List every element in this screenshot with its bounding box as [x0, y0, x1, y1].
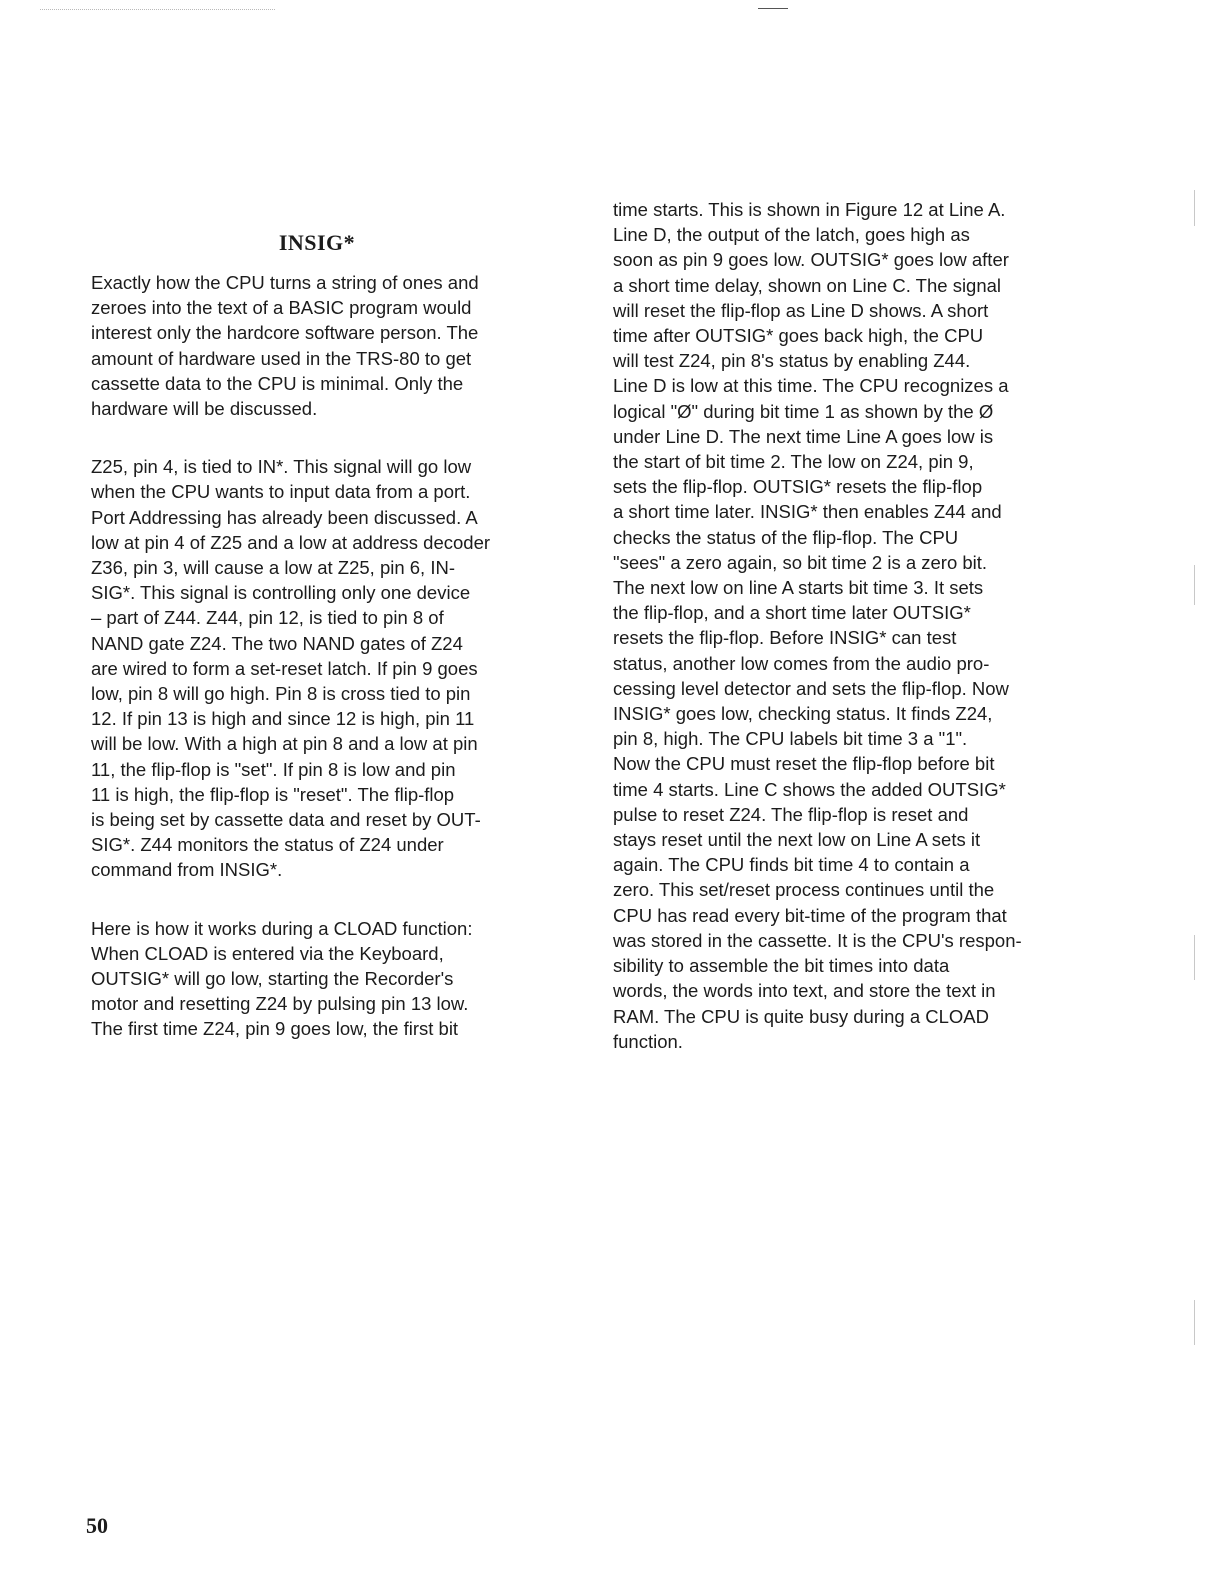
- scan-artifact-edge-mark: [1194, 565, 1195, 605]
- right-column: [613, 197, 1065, 1054]
- scan-artifact-top-left: [40, 9, 275, 10]
- page-number: 50: [86, 1513, 108, 1538]
- section-heading: INSIG*: [278, 230, 356, 255]
- paragraph-continued: time starts. This is shown in Figure 12 at Line A. Line D, the output of the latch, goes high as soon as pin 9 goes low. OUTSIG* goes low after a short time delay, shown on Line C. The signal will reset the flip-flop as Line D shows. A short time after OUTSIG* goes back high, the CPU will test Z24, pin 8's status by enabling Z44. Line D is low at this time. The CPU recognizes a logical "Ø" during bit time 1 as shown by the Ø under Line D. The next time Line A goes low is the start of bit time 2. The low on Z24, pin 9, sets the flip-flop. OUTSIG* resets the flip-flop a short time later. INSIG* then enables Z44 and checks the status of the flip-flop. The CPU "sees" a zero again, so bit time 2 is a zero bit. The next low on line A starts bit time 3. It sets the flip-flop, and a short time later OUTSIG* resets the flip-flop. Before INSIG* can test status, another low comes from the audio pro- cessing level detector and sets the flip-flop. Now INSIG* goes low, checking status. It finds Z24, pin 8, high. The CPU labels bit time 3 a "1". Now the CPU must reset the flip-flop before bit time 4 starts. Line C shows the added OUTSIG* pulse to reset Z24. The flip-flop is reset and stays reset until the next low on Line A sets it again. The CPU finds bit time 4 to contain a zero. This set/reset process continues until the CPU has read every bit-time of the program that was stored in the cassette. It is the CPU's respon- sibility to assemble the bit times into data words, the words into text, and store the text in RAM. The CPU is quite busy during a CLOAD function.: [613, 199, 1022, 1052]
- paragraph-cload: Here is how it works during a CLOAD function: When CLOAD is entered via the Keyboard, OUTSIG* will go low, starting the Recorder's motor and resetting Z24 by pulsing pin 13 low. The first time Z24, pin 9 goes low, the first bit: [91, 917, 473, 1040]
- scan-artifact-edge-mark: [1194, 935, 1195, 980]
- left-column: [91, 230, 543, 1042]
- scan-artifact-top-mark: [758, 8, 788, 9]
- scan-artifact-edge-mark: [1194, 1300, 1195, 1345]
- scan-artifact-edge-mark: [1194, 190, 1195, 226]
- paragraph-z25: Z25, pin 4, is tied to IN*. This signal will go low when the CPU wants to input data from a port. Port Addressing has already been discussed. A low at pin 4 of Z25 and a low at address decoder Z36, pin 3, will cause a low at Z25, pin 6, IN- SIG*. This signal is controlling only one device – part of Z44. Z44, pin 12, is tied to pin 8 of NAND gate Z24. The two NAND gates of Z24 are wired to form a set-reset latch. If pin 9 goes low, pin 8 will go high. Pin 8 is cross tied to pin 12. If pin 13 is high and since 12 is high, pin 11 will be low. With a high at pin 8 and a low at pin 11, the flip-flop is "set". If pin 8 is low and pin 11 is high, the flip-flop is "reset". The flip-flop is being set by cassette data and reset by OUT- SIG*. Z44 monitors the status of Z24 under command from INSIG*.: [91, 456, 491, 881]
- paragraph-intro: Exactly how the CPU turns a string of ones and zeroes into the text of a BASIC program would interest only the hardcore software person. The amount of hardware used in the TRS-80 to get cassette data to the CPU is minimal. Only the hardware will be discussed.: [91, 272, 479, 420]
